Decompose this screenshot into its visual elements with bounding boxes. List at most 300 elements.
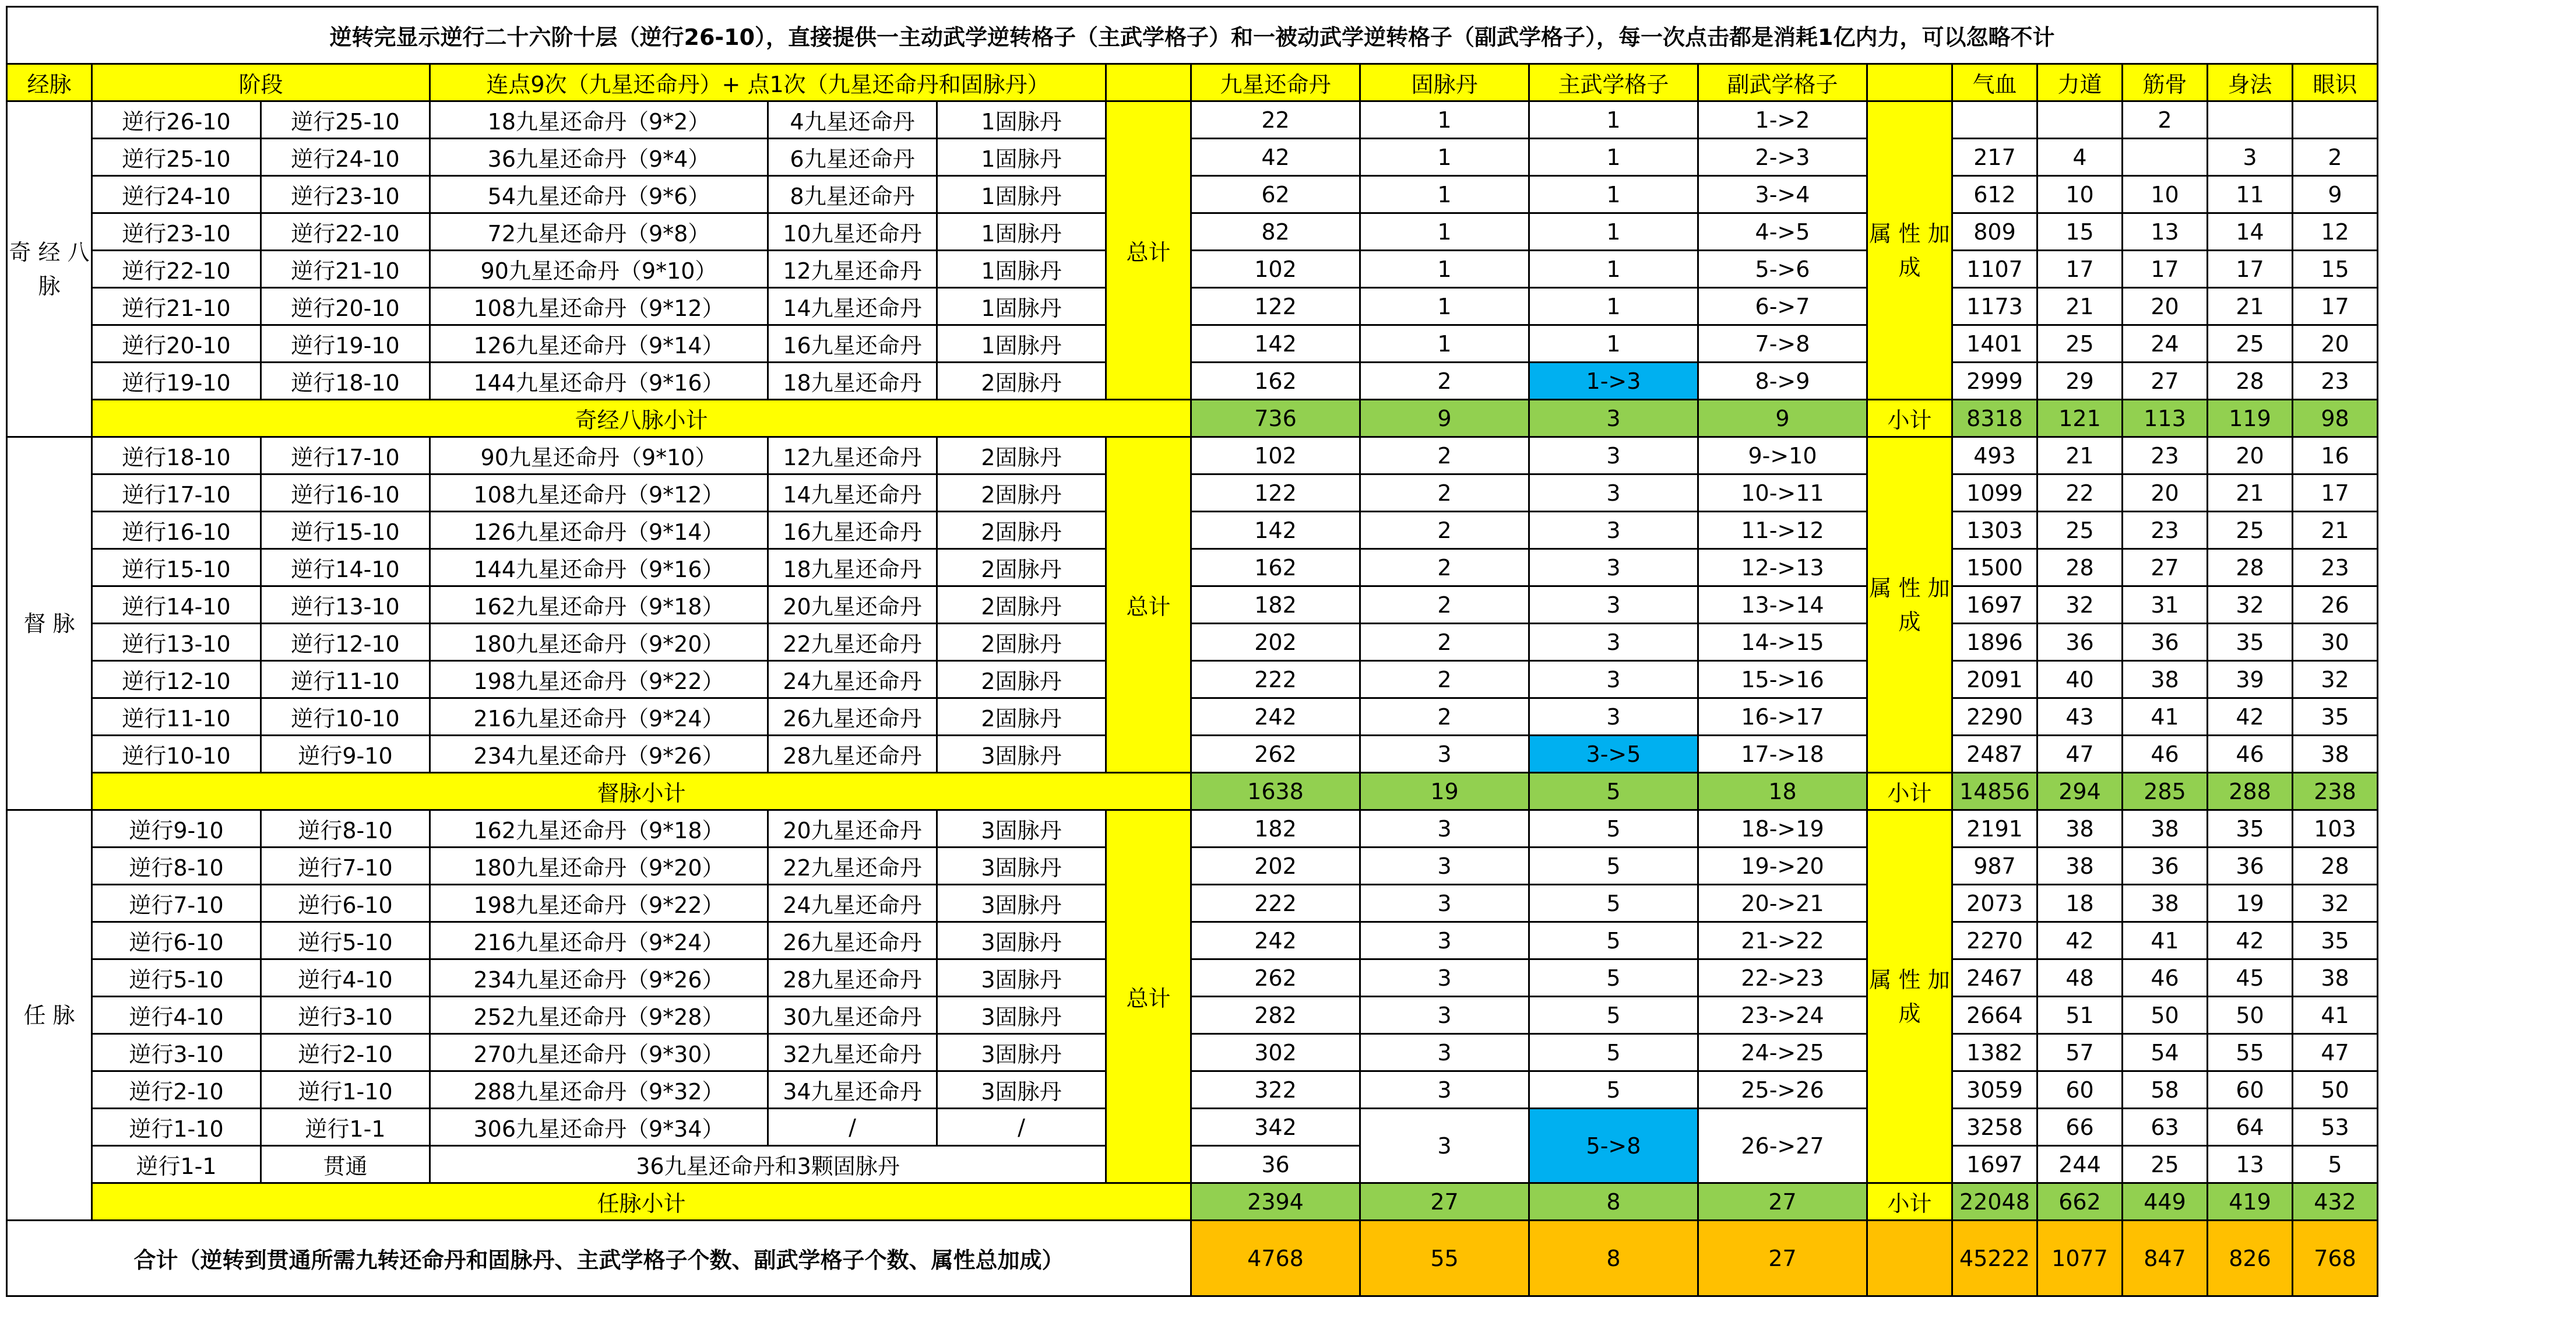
stat-hp[interactable]: 612 bbox=[1952, 176, 2037, 213]
stat-eye[interactable]: 47 bbox=[2293, 1034, 2378, 1071]
sub-slot-count[interactable]: 16->17 bbox=[1698, 698, 1867, 736]
gumai-count[interactable]: 2 bbox=[1360, 437, 1529, 474]
stage-from[interactable]: 逆行21-10 bbox=[92, 288, 261, 325]
stat-eye[interactable]: 28 bbox=[2293, 848, 2378, 885]
stat-bone[interactable]: 63 bbox=[2123, 1109, 2208, 1146]
gumai-count[interactable]: 3 bbox=[1360, 810, 1529, 848]
main-slot-count[interactable]: 5 bbox=[1529, 885, 1698, 922]
main-slot-count[interactable]: 3 bbox=[1529, 586, 1698, 624]
clicks-nine[interactable]: 108九星还命丹（9*12） bbox=[430, 474, 768, 512]
stat-str[interactable]: 38 bbox=[2037, 810, 2123, 848]
stage-from[interactable]: 逆行6-10 bbox=[92, 922, 261, 959]
clicks-nine[interactable]: 252九星还命丹（9*28） bbox=[430, 997, 768, 1034]
stat-str[interactable]: 32 bbox=[2037, 586, 2123, 624]
stage-to[interactable]: 逆行8-10 bbox=[261, 810, 430, 848]
stage-to[interactable]: 逆行13-10 bbox=[261, 586, 430, 624]
stage-to[interactable]: 逆行10-10 bbox=[261, 698, 430, 736]
clicks-one-gumai[interactable]: 3固脉丹 bbox=[937, 848, 1106, 885]
clicks-nine[interactable]: 180九星还命丹（9*20） bbox=[430, 848, 768, 885]
stat-bone[interactable]: 23 bbox=[2123, 512, 2208, 549]
clicks-nine[interactable]: 234九星还命丹（9*26） bbox=[430, 959, 768, 997]
stage-from[interactable]: 逆行1-1 bbox=[92, 1146, 261, 1183]
subtotal-agi[interactable]: 288 bbox=[2208, 773, 2293, 810]
clicks-one-pill[interactable]: 12九星还命丹 bbox=[768, 251, 937, 288]
pill-count[interactable]: 82 bbox=[1191, 213, 1360, 251]
subtotal-gumai[interactable]: 9 bbox=[1360, 400, 1529, 437]
stage-from[interactable]: 逆行10-10 bbox=[92, 736, 261, 773]
stat-str[interactable]: 22 bbox=[2037, 474, 2123, 512]
stat-bone[interactable]: 23 bbox=[2123, 437, 2208, 474]
stat-eye[interactable]: 17 bbox=[2293, 474, 2378, 512]
subtotal-str[interactable]: 121 bbox=[2037, 400, 2123, 437]
grand-total-label[interactable]: 合计（逆转到贯通所需九转还命丹和固脉丹、主武学格子个数、副武学格子个数、属性总加成） bbox=[7, 1221, 1191, 1296]
pill-count[interactable]: 22 bbox=[1191, 101, 1360, 139]
stage-from[interactable]: 逆行17-10 bbox=[92, 474, 261, 512]
clicks-one-gumai[interactable]: 1固脉丹 bbox=[937, 213, 1106, 251]
total-label[interactable]: 总计 bbox=[1106, 437, 1191, 773]
stat-bone[interactable]: 17 bbox=[2123, 251, 2208, 288]
stat-agi[interactable]: 11 bbox=[2208, 176, 2293, 213]
stat-bone[interactable]: 20 bbox=[2123, 288, 2208, 325]
header-clicks[interactable]: 连点9次（九星还命丹）+ 点1次（九星还命丹和固脉丹） bbox=[430, 64, 1106, 101]
stage-from[interactable]: 逆行26-10 bbox=[92, 101, 261, 139]
stat-bone[interactable]: 54 bbox=[2123, 1034, 2208, 1071]
clicks-one-pill[interactable]: 28九星还命丹 bbox=[768, 959, 937, 997]
pill-count[interactable]: 202 bbox=[1191, 848, 1360, 885]
stage-from[interactable]: 逆行7-10 bbox=[92, 885, 261, 922]
pill-count[interactable]: 282 bbox=[1191, 997, 1360, 1034]
stat-str[interactable]: 28 bbox=[2037, 549, 2123, 586]
clicks-one-pill[interactable]: 20九星还命丹 bbox=[768, 586, 937, 624]
grand-total-blank[interactable] bbox=[1867, 1221, 1952, 1296]
sub-slot-count[interactable]: 19->20 bbox=[1698, 848, 1867, 885]
stat-eye[interactable]: 9 bbox=[2293, 176, 2378, 213]
subtotal-sub-slot[interactable]: 27 bbox=[1698, 1183, 1867, 1221]
gumai-count[interactable]: 3 bbox=[1360, 736, 1529, 773]
gumai-count[interactable]: 2 bbox=[1360, 661, 1529, 698]
stat-agi[interactable]: 45 bbox=[2208, 959, 2293, 997]
stat-bone[interactable]: 2 bbox=[2123, 101, 2208, 139]
clicks-nine[interactable]: 108九星还命丹（9*12） bbox=[430, 288, 768, 325]
sub-slot-count[interactable]: 5->6 bbox=[1698, 251, 1867, 288]
stat-agi[interactable]: 42 bbox=[2208, 698, 2293, 736]
stat-eye[interactable] bbox=[2293, 101, 2378, 139]
stat-agi[interactable] bbox=[2208, 101, 2293, 139]
subtotal-word[interactable]: 小计 bbox=[1867, 400, 1952, 437]
stage-from[interactable]: 逆行24-10 bbox=[92, 176, 261, 213]
stage-from[interactable]: 逆行18-10 bbox=[92, 437, 261, 474]
stat-str[interactable]: 21 bbox=[2037, 437, 2123, 474]
stage-from[interactable]: 逆行12-10 bbox=[92, 661, 261, 698]
sub-slot-count[interactable]: 8->9 bbox=[1698, 363, 1867, 400]
stat-str[interactable]: 25 bbox=[2037, 325, 2123, 363]
stat-hp[interactable]: 493 bbox=[1952, 437, 2037, 474]
gumai-count[interactable]: 1 bbox=[1360, 176, 1529, 213]
sub-slot-count[interactable]: 7->8 bbox=[1698, 325, 1867, 363]
clicks-one-gumai[interactable]: 3固脉丹 bbox=[937, 1034, 1106, 1071]
subtotal-str[interactable]: 294 bbox=[2037, 773, 2123, 810]
header-hp[interactable]: 气血 bbox=[1952, 64, 2037, 101]
stage-from[interactable]: 逆行11-10 bbox=[92, 698, 261, 736]
subtotal-eye[interactable]: 432 bbox=[2293, 1183, 2378, 1221]
meridian-name[interactable]: 督 脉 bbox=[7, 437, 92, 810]
stat-hp[interactable] bbox=[1952, 101, 2037, 139]
stage-to[interactable]: 逆行24-10 bbox=[261, 139, 430, 176]
stat-str[interactable]: 36 bbox=[2037, 624, 2123, 661]
sub-slot-count[interactable]: 25->26 bbox=[1698, 1071, 1867, 1109]
stat-agi[interactable]: 35 bbox=[2208, 810, 2293, 848]
stat-bone[interactable]: 46 bbox=[2123, 736, 2208, 773]
gumai-count[interactable]: 1 bbox=[1360, 288, 1529, 325]
stat-agi[interactable]: 28 bbox=[2208, 363, 2293, 400]
clicks-one-pill[interactable]: 26九星还命丹 bbox=[768, 922, 937, 959]
stat-hp[interactable]: 809 bbox=[1952, 213, 2037, 251]
pill-count[interactable]: 322 bbox=[1191, 1071, 1360, 1109]
grand-total-sub-slot[interactable]: 27 bbox=[1698, 1221, 1867, 1296]
clicks-one-pill[interactable]: 18九星还命丹 bbox=[768, 549, 937, 586]
clicks-one-gumai[interactable]: 1固脉丹 bbox=[937, 176, 1106, 213]
stage-to[interactable]: 逆行11-10 bbox=[261, 661, 430, 698]
subtotal-hp[interactable]: 22048 bbox=[1952, 1183, 2037, 1221]
header-blank-1[interactable] bbox=[1106, 64, 1191, 101]
main-slot-count[interactable]: 1 bbox=[1529, 139, 1698, 176]
clicks-one-pill[interactable]: / bbox=[768, 1109, 937, 1146]
stat-bone[interactable]: 20 bbox=[2123, 474, 2208, 512]
clicks-one-gumai[interactable]: 3固脉丹 bbox=[937, 922, 1106, 959]
stat-eye[interactable]: 32 bbox=[2293, 885, 2378, 922]
stat-bone[interactable]: 38 bbox=[2123, 885, 2208, 922]
pill-count[interactable]: 102 bbox=[1191, 251, 1360, 288]
sub-slot-count[interactable]: 13->14 bbox=[1698, 586, 1867, 624]
pill-count[interactable]: 222 bbox=[1191, 885, 1360, 922]
main-slot-count[interactable]: 5 bbox=[1529, 810, 1698, 848]
sub-slot-count[interactable]: 23->24 bbox=[1698, 997, 1867, 1034]
stat-agi[interactable]: 39 bbox=[2208, 661, 2293, 698]
subtotal-str[interactable]: 662 bbox=[2037, 1183, 2123, 1221]
clicks-one-gumai[interactable]: 2固脉丹 bbox=[937, 661, 1106, 698]
clicks-nine[interactable]: 144九星还命丹（9*16） bbox=[430, 549, 768, 586]
stage-to[interactable]: 逆行9-10 bbox=[261, 736, 430, 773]
stat-eye[interactable]: 23 bbox=[2293, 549, 2378, 586]
pill-count[interactable]: 262 bbox=[1191, 959, 1360, 997]
stat-eye[interactable]: 20 bbox=[2293, 325, 2378, 363]
clicks-nine[interactable]: 72九星还命丹（9*8） bbox=[430, 213, 768, 251]
stat-agi[interactable]: 21 bbox=[2208, 288, 2293, 325]
gumai-count[interactable]: 1 bbox=[1360, 101, 1529, 139]
gumai-count[interactable]: 1 bbox=[1360, 251, 1529, 288]
header-agi[interactable]: 身法 bbox=[2208, 64, 2293, 101]
header-eye[interactable]: 眼识 bbox=[2293, 64, 2378, 101]
main-slot-count[interactable]: 3 bbox=[1529, 437, 1698, 474]
clicks-one-gumai[interactable]: 1固脉丹 bbox=[937, 288, 1106, 325]
main-slot-count[interactable]: 1 bbox=[1529, 325, 1698, 363]
clicks-one-gumai[interactable]: 3固脉丹 bbox=[937, 959, 1106, 997]
stage-from[interactable]: 逆行23-10 bbox=[92, 213, 261, 251]
clicks-nine[interactable]: 162九星还命丹（9*18） bbox=[430, 586, 768, 624]
stat-hp[interactable]: 2270 bbox=[1952, 922, 2037, 959]
stat-agi[interactable]: 25 bbox=[2208, 325, 2293, 363]
stat-agi[interactable]: 32 bbox=[2208, 586, 2293, 624]
stage-from[interactable]: 逆行25-10 bbox=[92, 139, 261, 176]
gumai-count[interactable]: 1 bbox=[1360, 139, 1529, 176]
pill-count[interactable]: 302 bbox=[1191, 1034, 1360, 1071]
stage-to[interactable]: 逆行16-10 bbox=[261, 474, 430, 512]
clicks-nine[interactable]: 36九星还命丹（9*4） bbox=[430, 139, 768, 176]
gumai-count[interactable]: 2 bbox=[1360, 624, 1529, 661]
stat-eye[interactable]: 35 bbox=[2293, 698, 2378, 736]
main-slot-count[interactable]: 5 bbox=[1529, 1071, 1698, 1109]
sheet-title[interactable]: 逆转完显示逆行二十六阶十层（逆行26-10），直接提供一主动武学逆转格子（主武学格子）和一被动武学逆转格子（副武学格子），每一次点击都是消耗1亿内力，可以忽略不计 bbox=[7, 7, 2378, 64]
gumai-count[interactable]: 3 bbox=[1360, 1071, 1529, 1109]
clicks-one-pill[interactable]: 32九星还命丹 bbox=[768, 1034, 937, 1071]
stat-hp[interactable]: 1173 bbox=[1952, 288, 2037, 325]
stat-agi[interactable]: 35 bbox=[2208, 624, 2293, 661]
clicks-one-pill[interactable]: 26九星还命丹 bbox=[768, 698, 937, 736]
clicks-one-pill[interactable]: 22九星还命丹 bbox=[768, 624, 937, 661]
main-slot-count[interactable]: 1 bbox=[1529, 288, 1698, 325]
stat-str[interactable]: 4 bbox=[2037, 139, 2123, 176]
stat-bone[interactable] bbox=[2123, 139, 2208, 176]
stat-str[interactable]: 43 bbox=[2037, 698, 2123, 736]
clicks-nine[interactable]: 234九星还命丹（9*26） bbox=[430, 736, 768, 773]
stat-str[interactable]: 57 bbox=[2037, 1034, 2123, 1071]
pill-count[interactable]: 62 bbox=[1191, 176, 1360, 213]
stat-bone[interactable]: 31 bbox=[2123, 586, 2208, 624]
clicks-nine[interactable]: 270九星还命丹（9*30） bbox=[430, 1034, 768, 1071]
stage-to[interactable]: 逆行2-10 bbox=[261, 1034, 430, 1071]
stat-eye[interactable]: 12 bbox=[2293, 213, 2378, 251]
main-slot-count[interactable]: 1->3 bbox=[1529, 363, 1698, 400]
stat-bone[interactable]: 27 bbox=[2123, 363, 2208, 400]
stat-bone[interactable]: 27 bbox=[2123, 549, 2208, 586]
header-stage[interactable]: 阶段 bbox=[92, 64, 430, 101]
subtotal-sub-slot[interactable]: 18 bbox=[1698, 773, 1867, 810]
stat-hp[interactable]: 1500 bbox=[1952, 549, 2037, 586]
stat-agi[interactable]: 25 bbox=[2208, 512, 2293, 549]
stat-eye[interactable]: 38 bbox=[2293, 736, 2378, 773]
subtotal-agi[interactable]: 419 bbox=[2208, 1183, 2293, 1221]
clicks-one-pill[interactable]: 24九星还命丹 bbox=[768, 661, 937, 698]
clicks-nine[interactable]: 216九星还命丹（9*24） bbox=[430, 922, 768, 959]
stage-to[interactable]: 逆行3-10 bbox=[261, 997, 430, 1034]
stat-hp[interactable]: 1697 bbox=[1952, 586, 2037, 624]
stage-from[interactable]: 逆行5-10 bbox=[92, 959, 261, 997]
pill-count[interactable]: 222 bbox=[1191, 661, 1360, 698]
clicks-one-gumai[interactable]: 3固脉丹 bbox=[937, 810, 1106, 848]
stat-str[interactable]: 21 bbox=[2037, 288, 2123, 325]
stat-agi[interactable]: 46 bbox=[2208, 736, 2293, 773]
pill-count[interactable]: 242 bbox=[1191, 922, 1360, 959]
stat-agi[interactable]: 28 bbox=[2208, 549, 2293, 586]
stat-hp[interactable]: 2091 bbox=[1952, 661, 2037, 698]
stat-hp[interactable]: 1382 bbox=[1952, 1034, 2037, 1071]
meridian-name[interactable]: 任 脉 bbox=[7, 810, 92, 1221]
gumai-count[interactable]: 3 bbox=[1360, 959, 1529, 997]
stat-str[interactable]: 51 bbox=[2037, 997, 2123, 1034]
sub-slot-count[interactable]: 21->22 bbox=[1698, 922, 1867, 959]
clicks-nine[interactable]: 180九星还命丹（9*20） bbox=[430, 624, 768, 661]
clicks-nine[interactable]: 18九星还命丹（9*2） bbox=[430, 101, 768, 139]
sub-slot-count[interactable]: 15->16 bbox=[1698, 661, 1867, 698]
clicks-one-pill[interactable]: 14九星还命丹 bbox=[768, 288, 937, 325]
stat-hp[interactable]: 987 bbox=[1952, 848, 2037, 885]
grand-total-gumai[interactable]: 55 bbox=[1360, 1221, 1529, 1296]
subtotal-hp[interactable]: 8318 bbox=[1952, 400, 2037, 437]
gumai-count[interactable]: 2 bbox=[1360, 512, 1529, 549]
stat-hp[interactable]: 2999 bbox=[1952, 363, 2037, 400]
clicks-nine[interactable]: 216九星还命丹（9*24） bbox=[430, 698, 768, 736]
stat-hp[interactable]: 2487 bbox=[1952, 736, 2037, 773]
clicks-one-gumai[interactable]: 2固脉丹 bbox=[937, 549, 1106, 586]
subtotal-bone[interactable]: 113 bbox=[2123, 400, 2208, 437]
subtotal-label[interactable]: 奇经八脉小计 bbox=[92, 400, 1191, 437]
main-slot-count[interactable]: 5 bbox=[1529, 922, 1698, 959]
main-slot-count[interactable]: 3 bbox=[1529, 474, 1698, 512]
stat-eye[interactable]: 35 bbox=[2293, 922, 2378, 959]
sub-slot-count[interactable]: 17->18 bbox=[1698, 736, 1867, 773]
attr-bonus-label[interactable]: 属 性 加 成 bbox=[1867, 101, 1952, 400]
stat-agi[interactable]: 17 bbox=[2208, 251, 2293, 288]
clicks-nine[interactable]: 90九星还命丹（9*10） bbox=[430, 437, 768, 474]
clicks-one-gumai[interactable]: 3固脉丹 bbox=[937, 1071, 1106, 1109]
subtotal-main-slot[interactable]: 5 bbox=[1529, 773, 1698, 810]
stat-agi[interactable]: 64 bbox=[2208, 1109, 2293, 1146]
clicks-one-pill[interactable]: 24九星还命丹 bbox=[768, 885, 937, 922]
stat-hp[interactable]: 1107 bbox=[1952, 251, 2037, 288]
stat-str[interactable]: 38 bbox=[2037, 848, 2123, 885]
stat-bone[interactable]: 10 bbox=[2123, 176, 2208, 213]
stat-eye[interactable]: 103 bbox=[2293, 810, 2378, 848]
stage-from[interactable]: 逆行22-10 bbox=[92, 251, 261, 288]
clicks-one-gumai[interactable]: 1固脉丹 bbox=[937, 325, 1106, 363]
main-slot-count[interactable]: 3 bbox=[1529, 698, 1698, 736]
stage-to[interactable]: 逆行15-10 bbox=[261, 512, 430, 549]
clicks-one-gumai[interactable]: 1固脉丹 bbox=[937, 139, 1106, 176]
stat-str[interactable]: 244 bbox=[2037, 1146, 2123, 1183]
subtotal-eye[interactable]: 238 bbox=[2293, 773, 2378, 810]
subtotal-label[interactable]: 任脉小计 bbox=[92, 1183, 1191, 1221]
subtotal-gumai[interactable]: 27 bbox=[1360, 1183, 1529, 1221]
main-slot-count[interactable]: 1 bbox=[1529, 251, 1698, 288]
stage-to[interactable]: 贯通 bbox=[261, 1146, 430, 1183]
stage-to[interactable]: 逆行4-10 bbox=[261, 959, 430, 997]
stat-hp[interactable]: 2664 bbox=[1952, 997, 2037, 1034]
gumai-count[interactable]: 3 bbox=[1360, 922, 1529, 959]
clicks-one-pill[interactable]: 16九星还命丹 bbox=[768, 325, 937, 363]
clicks-one-gumai[interactable]: 1固脉丹 bbox=[937, 251, 1106, 288]
sub-slot-count[interactable]: 10->11 bbox=[1698, 474, 1867, 512]
stat-eye[interactable]: 41 bbox=[2293, 997, 2378, 1034]
clicks-one-gumai[interactable]: 1固脉丹 bbox=[937, 101, 1106, 139]
total-label[interactable]: 总计 bbox=[1106, 810, 1191, 1183]
pill-count[interactable]: 182 bbox=[1191, 586, 1360, 624]
clicks-one-pill[interactable]: 12九星还命丹 bbox=[768, 437, 937, 474]
clicks-nine[interactable]: 288九星还命丹（9*32） bbox=[430, 1071, 768, 1109]
clicks-one-pill[interactable]: 16九星还命丹 bbox=[768, 512, 937, 549]
clicks-one-pill[interactable]: 34九星还命丹 bbox=[768, 1071, 937, 1109]
main-slot-count[interactable]: 5 bbox=[1529, 848, 1698, 885]
clicks-one-gumai[interactable]: 3固脉丹 bbox=[937, 997, 1106, 1034]
stat-agi[interactable]: 50 bbox=[2208, 997, 2293, 1034]
main-slot-count[interactable]: 1 bbox=[1529, 101, 1698, 139]
stage-from[interactable]: 逆行20-10 bbox=[92, 325, 261, 363]
stage-from[interactable]: 逆行4-10 bbox=[92, 997, 261, 1034]
attr-bonus-label[interactable]: 属 性 加 成 bbox=[1867, 437, 1952, 773]
stat-hp[interactable]: 3059 bbox=[1952, 1071, 2037, 1109]
stat-str[interactable]: 25 bbox=[2037, 512, 2123, 549]
header-sub-slot[interactable]: 副武学格子 bbox=[1698, 64, 1867, 101]
pill-count[interactable]: 42 bbox=[1191, 139, 1360, 176]
stat-agi[interactable]: 60 bbox=[2208, 1071, 2293, 1109]
stage-from[interactable]: 逆行9-10 bbox=[92, 810, 261, 848]
clicks-nine[interactable]: 126九星还命丹（9*14） bbox=[430, 512, 768, 549]
main-slot-count[interactable]: 5 bbox=[1529, 1034, 1698, 1071]
subtotal-sub-slot[interactable]: 9 bbox=[1698, 400, 1867, 437]
stat-eye[interactable]: 38 bbox=[2293, 959, 2378, 997]
gumai-count[interactable]: 2 bbox=[1360, 474, 1529, 512]
sub-slot-count[interactable]: 11->12 bbox=[1698, 512, 1867, 549]
sub-slot-count[interactable]: 22->23 bbox=[1698, 959, 1867, 997]
stat-eye[interactable]: 26 bbox=[2293, 586, 2378, 624]
stat-bone[interactable]: 24 bbox=[2123, 325, 2208, 363]
header-blank-2[interactable] bbox=[1867, 64, 1952, 101]
pill-count[interactable]: 102 bbox=[1191, 437, 1360, 474]
clicks-one-pill[interactable]: 4九星还命丹 bbox=[768, 101, 937, 139]
sub-slot-count[interactable]: 26->27 bbox=[1698, 1109, 1867, 1183]
gumai-count[interactable]: 2 bbox=[1360, 549, 1529, 586]
stage-to[interactable]: 逆行18-10 bbox=[261, 363, 430, 400]
main-slot-count[interactable]: 3->5 bbox=[1529, 736, 1698, 773]
stat-hp[interactable]: 2073 bbox=[1952, 885, 2037, 922]
sub-slot-count[interactable]: 14->15 bbox=[1698, 624, 1867, 661]
pill-count[interactable]: 182 bbox=[1191, 810, 1360, 848]
stage-to[interactable]: 逆行14-10 bbox=[261, 549, 430, 586]
pill-count[interactable]: 36 bbox=[1191, 1146, 1360, 1183]
main-slot-count[interactable]: 1 bbox=[1529, 213, 1698, 251]
stat-bone[interactable]: 38 bbox=[2123, 661, 2208, 698]
stat-eye[interactable]: 15 bbox=[2293, 251, 2378, 288]
subtotal-main-slot[interactable]: 8 bbox=[1529, 1183, 1698, 1221]
clicks-nine[interactable]: 162九星还命丹（9*18） bbox=[430, 810, 768, 848]
subtotal-pill[interactable]: 2394 bbox=[1191, 1183, 1360, 1221]
stat-str[interactable]: 15 bbox=[2037, 213, 2123, 251]
main-slot-count[interactable]: 1 bbox=[1529, 176, 1698, 213]
stage-to[interactable]: 逆行22-10 bbox=[261, 213, 430, 251]
gumai-count[interactable]: 3 bbox=[1360, 1034, 1529, 1071]
clicks-one-gumai[interactable]: 2固脉丹 bbox=[937, 474, 1106, 512]
stat-agi[interactable]: 55 bbox=[2208, 1034, 2293, 1071]
stage-to[interactable]: 逆行25-10 bbox=[261, 101, 430, 139]
stat-bone[interactable]: 41 bbox=[2123, 922, 2208, 959]
grand-total-pill[interactable]: 4768 bbox=[1191, 1221, 1360, 1296]
stage-from[interactable]: 逆行19-10 bbox=[92, 363, 261, 400]
stat-eye[interactable]: 5 bbox=[2293, 1146, 2378, 1183]
sub-slot-count[interactable]: 1->2 bbox=[1698, 101, 1867, 139]
clicks-one-pill[interactable]: 14九星还命丹 bbox=[768, 474, 937, 512]
main-slot-count[interactable]: 5->8 bbox=[1529, 1109, 1698, 1183]
clicks-nine[interactable]: 54九星还命丹（9*6） bbox=[430, 176, 768, 213]
header-bone[interactable]: 筋骨 bbox=[2123, 64, 2208, 101]
stat-str[interactable] bbox=[2037, 101, 2123, 139]
subtotal-word[interactable]: 小计 bbox=[1867, 1183, 1952, 1221]
stat-hp[interactable]: 217 bbox=[1952, 139, 2037, 176]
gumai-count[interactable]: 2 bbox=[1360, 586, 1529, 624]
pill-count[interactable]: 142 bbox=[1191, 325, 1360, 363]
clicks-one-gumai[interactable]: 2固脉丹 bbox=[937, 363, 1106, 400]
clicks-one-gumai[interactable]: 2固脉丹 bbox=[937, 512, 1106, 549]
stat-hp[interactable]: 1697 bbox=[1952, 1146, 2037, 1183]
sub-slot-count[interactable]: 4->5 bbox=[1698, 213, 1867, 251]
